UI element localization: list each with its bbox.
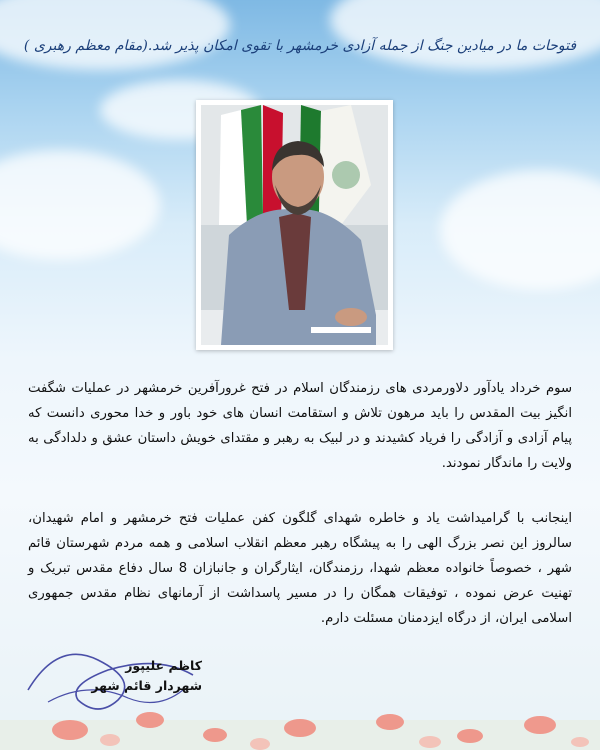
header-quote: فتوحات ما در میادین جنگ از جمله آزادی خرمشهر با تقوی امکان پذیر شد.(مقام معظم رهبری ) [23,38,577,54]
portrait-photo [196,100,393,350]
signature-title: شهردار قائم شهر [91,678,202,693]
cloud-decoration [440,170,600,290]
cloud-decoration [330,0,600,70]
message-paragraph-1: سوم خرداد یادآور دلاورمردی های رزمندگان اسلام در فتح غرورآفرین خرمشهر در عملیات شگفت انگیز بیت المقدس را باید مرهون تلاش و استقامت انسان های خود باور و خدا محوری دانست که پیام آزادی و آزادگی را فریاد کشیدند و در لبیک به رهبر و مقتدای خویش داستان عشق و دلدادگی به ولایت را ماندگار نمودند. [28,381,572,471]
portrait-illustration [201,105,388,345]
message-paragraph-2: اینجانب با گرامیداشت یاد و خاطره شهدای گلگون کفن عملیات فتح خرمشهر و امام شهیدان، سالروز این نصر بزرگ الهی را به پیشگاه رهبر معظم انقلاب اسلامی و همه مردم شهرستان قائم شهر ، خصوصاً خانواده معظم شهدا، رزمندگان، ایثارگران و جانبازان 8 سال دفاع مقدس تبریک و تهنیت عرض نموده ، توفیقات همگان را در مسیر پاسداشت از آرمانهای نظام مقدس جمهوری اسلامی ایران، از درگاه ایزدمنان مسئلت دارم. [28,511,572,626]
cloud-decoration [0,150,160,260]
flowers-decoration [0,680,600,750]
cloud-decoration [0,0,230,70]
signature-name: کاظم علیپور [125,658,202,673]
